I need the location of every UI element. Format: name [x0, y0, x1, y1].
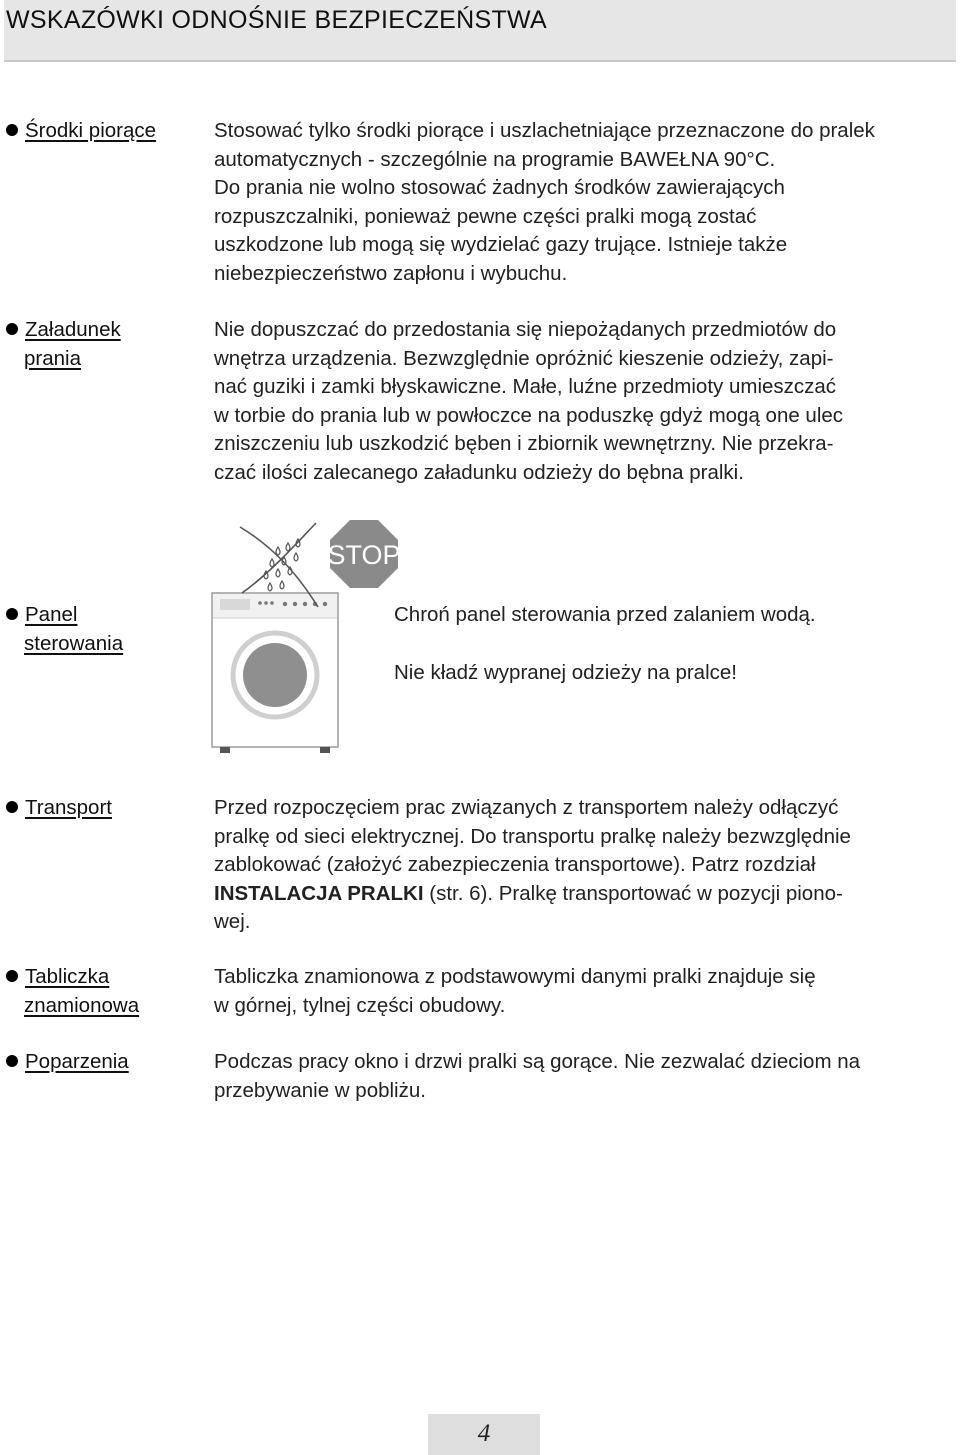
- body-line: wnętrza urządzenia. Bezwzględnie opróżnić kieszenie odzieży, zapi-: [214, 346, 834, 370]
- body-line: niebezpieczeństwo zapłonu i wybuchu.: [214, 261, 568, 285]
- body-line: wej.: [214, 910, 251, 933]
- page-title: WSKAZÓWKI ODNOŚNIE BEZPIECZEŃSTWA: [6, 6, 547, 34]
- body-line: Chroń panel sterowania przed zalaniem wodą.: [394, 603, 816, 626]
- body-line: w torbie do prania lub w powłoczce na poduszkę gdyż mogą one ulec: [214, 403, 844, 427]
- body-line: zniszczeniu lub uszkodzić bęben i zbiornik wewnętrzny. Nie przekra-: [214, 432, 834, 455]
- body-line: Tabliczka znamionowa z podstawowymi danymi pralki znajduje się: [214, 965, 816, 988]
- stop-sign-text: STOP: [327, 540, 401, 570]
- section-body: [214, 316, 960, 487]
- body-line: Nie dopuszczać do przedostania się niepożądanych przedmiotów do: [214, 318, 837, 341]
- bullet-icon: [6, 1055, 18, 1067]
- bullet-icon: [6, 970, 18, 982]
- body-line: Nie kładź wypranej odzieży na pralce!: [394, 660, 737, 684]
- page-footer: [428, 1414, 540, 1455]
- body-line: przebywanie w pobliżu.: [214, 1078, 426, 1102]
- body-line: Do prania nie wolno stosować żadnych środków zawierających: [214, 176, 785, 199]
- section-body: [214, 794, 960, 937]
- section-body: [214, 1048, 960, 1105]
- section-label: Tabliczka znamionowa: [6, 963, 201, 1020]
- bullet-icon: [6, 608, 18, 620]
- section-label: Transport: [6, 794, 201, 823]
- section-body: [214, 117, 960, 288]
- body-line: nać guziki i zamki błyskawiczne. Małe, luźne przedmioty umieszczać: [214, 375, 837, 398]
- section-label: Panel sterowania: [6, 601, 201, 658]
- page-header: [4, 0, 956, 62]
- washing-machine-icon: [200, 515, 415, 755]
- body-line: w górnej, tylnej części obudowy.: [214, 993, 506, 1017]
- body-line: rozpuszczalniki, ponieważ pewne części pralki mogą zostać: [214, 204, 757, 228]
- chapter-reference: INSTALACJA PRALKI: [214, 881, 424, 905]
- body-line: pralkę od sieci elektrycznej. Do transportu pralkę należy bezwzględnie: [214, 824, 851, 848]
- body-line: czać ilości zalecanego załadunku odzieży do bębna pralki.: [214, 460, 744, 484]
- body-line: Przed rozpoczęciem prac związanych z transportem należy odłączyć: [214, 796, 839, 819]
- bullet-icon: [6, 801, 18, 813]
- section-label: Środki piorące: [6, 117, 201, 146]
- body-line: automatycznych - szczególnie na programie BAWEŁNA 90°C.: [214, 147, 776, 171]
- section-body: [214, 963, 960, 1020]
- section-label: Poparzenia: [6, 1048, 201, 1077]
- body-line: zablokować (założyć zabezpieczenia transportowe). Patrz rozdział: [214, 853, 816, 876]
- body-line: Podczas pracy okno i drzwi pralki są gorące. Nie zezwalać dzieciom na: [214, 1050, 861, 1073]
- body-line: uszkodzone lub mogą się wydzielać gazy trujące. Istnieje także: [214, 233, 788, 256]
- body-line: INSTALACJA PRALKI (str. 6). Pralkę transportować w pozycji piono-: [214, 881, 843, 905]
- body-line: Stosować tylko środki piorące i uszlachetniające przeznaczone do pralek: [214, 119, 875, 142]
- bullet-icon: [6, 124, 18, 136]
- section-body: [394, 601, 954, 687]
- bullet-icon: [6, 323, 18, 335]
- section-label: Załadunek prania: [6, 316, 201, 373]
- washing-machine-illustration: [200, 515, 415, 755]
- page-number: 4: [477, 1420, 491, 1447]
